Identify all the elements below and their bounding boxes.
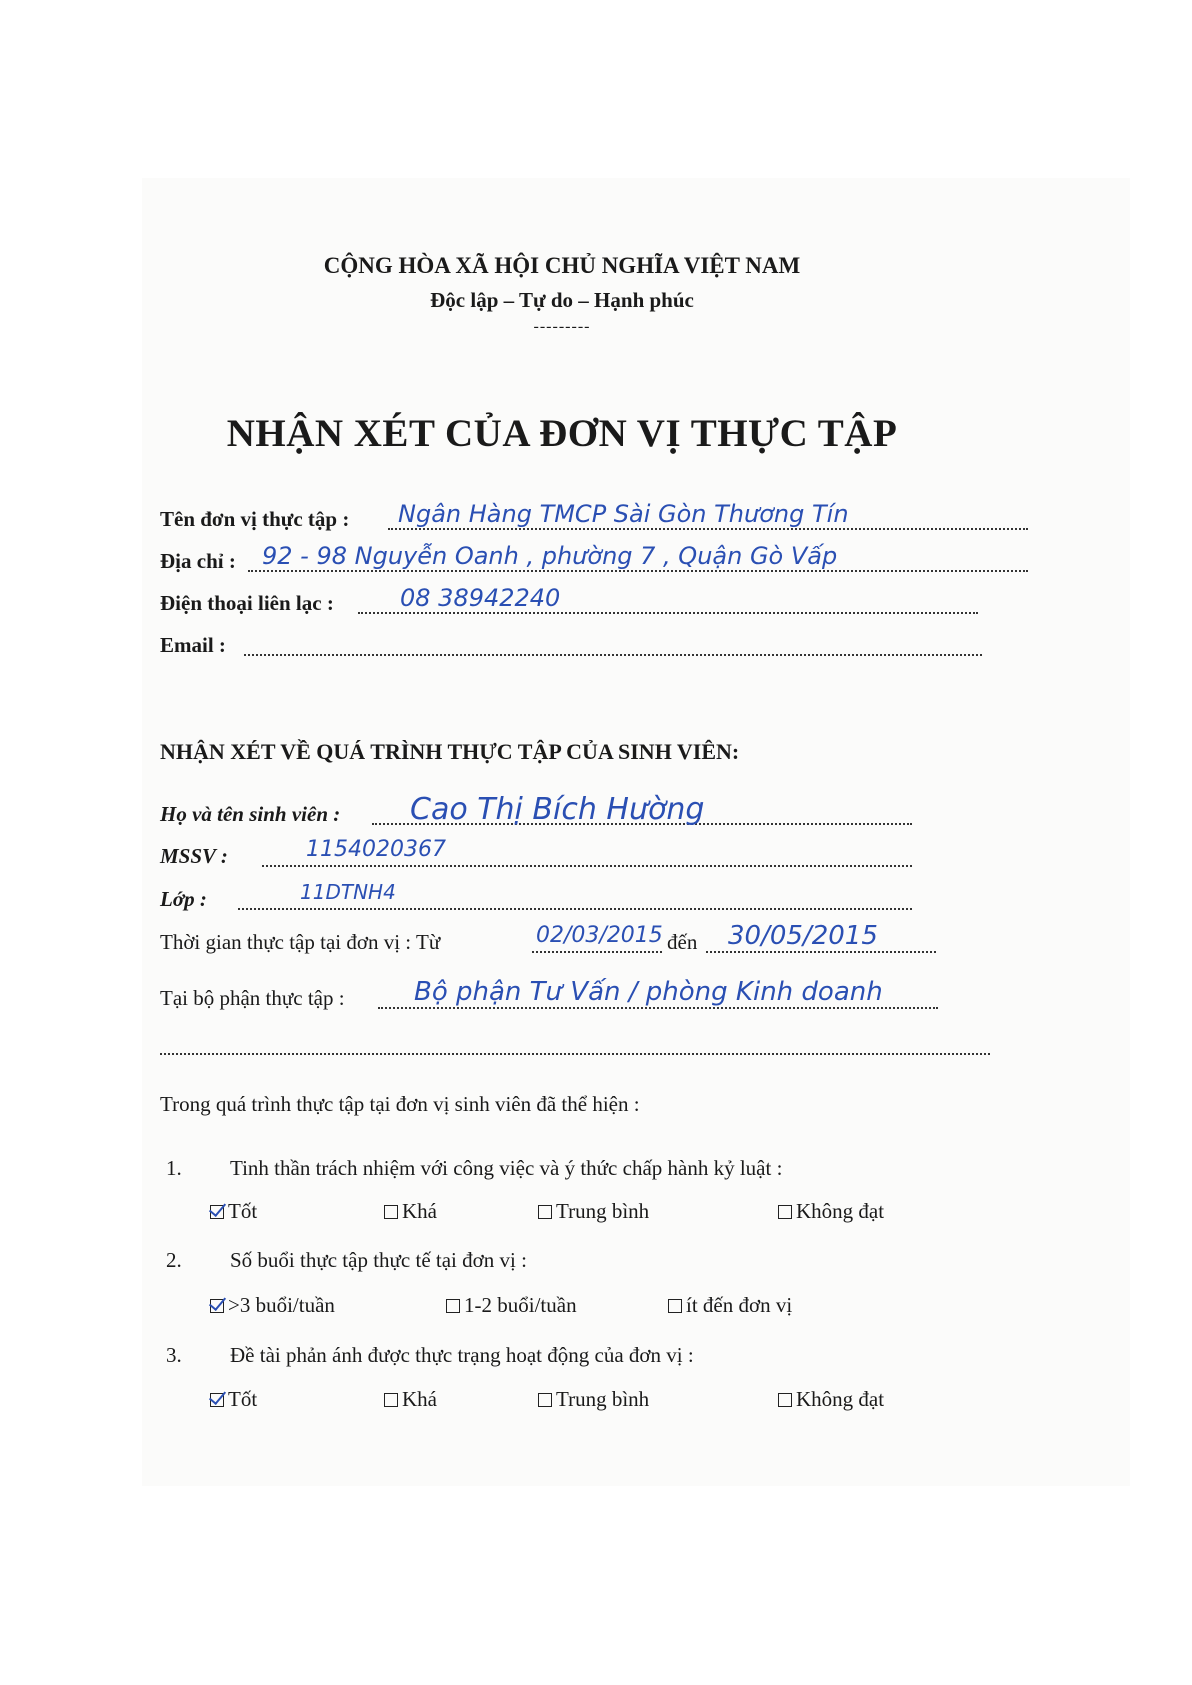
class-label: Lớp : xyxy=(160,887,207,911)
checkbox-icon[interactable] xyxy=(668,1299,682,1313)
email-line xyxy=(244,654,982,656)
student-name-label: Họ và tên sinh viên : xyxy=(160,802,341,826)
student-id-line xyxy=(262,865,912,867)
criterion-2-number: 2. xyxy=(166,1248,182,1272)
criterion-3-number: 3. xyxy=(166,1343,182,1367)
criterion-2-text: Số buổi thực tập thực tế tại đơn vị : xyxy=(230,1248,527,1272)
national-title: CỘNG HÒA XÃ HỘI CHỦ NGHĨA VIỆT NAM xyxy=(323,253,801,278)
address-label: Địa chỉ : xyxy=(160,549,236,573)
criterion-1-option-kha[interactable]: Khá xyxy=(384,1199,437,1224)
student-id-value: 1154020367 xyxy=(306,837,446,862)
address-line xyxy=(248,570,1028,572)
criterion-1-option-khong-dat[interactable]: Không đạt xyxy=(778,1199,884,1224)
student-id-label: MSSV : xyxy=(160,844,228,868)
period-from-value: 02/03/2015 xyxy=(536,923,663,948)
criterion-1-option-trung-binh[interactable]: Trung bình xyxy=(538,1199,649,1224)
blank-line xyxy=(160,1053,990,1055)
period-to-line xyxy=(706,951,936,953)
unit-name-value: Ngân Hàng TMCP Sài Gòn Thương Tín xyxy=(398,500,849,528)
checkbox-icon[interactable] xyxy=(446,1299,460,1313)
criterion-3-text: Đề tài phản ánh được thực trạng hoạt động của đơn vị : xyxy=(230,1343,694,1367)
period-from-line xyxy=(532,951,662,953)
student-name-value: Cao Thị Bích Hường xyxy=(410,792,705,827)
page-title: NHẬN XÉT CỦA ĐƠN VỊ THỰC TẬP xyxy=(226,412,898,455)
criterion-3-option-tot[interactable]: Tốt xyxy=(210,1387,257,1412)
address-value: 92 - 98 Nguyễn Oanh , phường 7 , Quận Gò Vấp xyxy=(262,542,838,570)
scanned-page xyxy=(142,178,1130,1486)
criterion-2-option-rarely[interactable]: ít đến đơn vị xyxy=(668,1293,792,1318)
intro-text: Trong quá trình thực tập tại đơn vị sinh viên đã thể hiện : xyxy=(160,1092,640,1116)
checkbox-checked-icon[interactable] xyxy=(210,1393,224,1407)
period-to-label: đến xyxy=(667,930,698,954)
department-label: Tại bộ phận thực tập : xyxy=(160,986,345,1010)
department-value: Bộ phận Tư Vấn / phòng Kinh doanh xyxy=(414,977,883,1007)
checkbox-checked-icon[interactable] xyxy=(210,1205,224,1219)
criterion-3-option-trung-binh[interactable]: Trung bình xyxy=(538,1387,649,1412)
unit-name-line xyxy=(388,528,1028,530)
checkbox-checked-icon[interactable] xyxy=(210,1299,224,1313)
class-value: 11DTNH4 xyxy=(300,880,396,904)
email-label: Email : xyxy=(160,633,226,657)
department-line xyxy=(378,1007,938,1009)
period-to-value: 30/05/2015 xyxy=(728,921,878,951)
criterion-2-option-1-2[interactable]: 1-2 buổi/tuần xyxy=(446,1293,577,1318)
phone-value: 08 38942240 xyxy=(400,584,561,612)
period-label: Thời gian thực tập tại đơn vị : Từ xyxy=(160,930,441,954)
criterion-1-text: Tinh thần trách nhiệm với công việc và ý thức chấp hành kỷ luật : xyxy=(230,1156,783,1180)
checkbox-icon[interactable] xyxy=(778,1393,792,1407)
criterion-1-option-tot[interactable]: Tốt xyxy=(210,1199,257,1224)
phone-label: Điện thoại liên lạc : xyxy=(160,591,334,615)
checkbox-icon[interactable] xyxy=(384,1393,398,1407)
motto: Độc lập – Tự do – Hạnh phúc xyxy=(430,288,694,312)
phone-line xyxy=(358,612,978,614)
criterion-1-number: 1. xyxy=(166,1156,182,1180)
checkbox-icon[interactable] xyxy=(384,1205,398,1219)
class-line xyxy=(238,908,912,910)
criterion-3-option-kha[interactable]: Khá xyxy=(384,1387,437,1412)
criterion-3-option-khong-dat[interactable]: Không đạt xyxy=(778,1387,884,1412)
section-title: NHẬN XÉT VỀ QUÁ TRÌNH THỰC TẬP CỦA SINH VIÊN: xyxy=(160,739,740,764)
checkbox-icon[interactable] xyxy=(538,1205,552,1219)
checkbox-icon[interactable] xyxy=(778,1205,792,1219)
criterion-2-option-3-plus[interactable]: >3 buổi/tuần xyxy=(210,1293,335,1318)
unit-name-label: Tên đơn vị thực tập : xyxy=(160,507,350,531)
checkbox-icon[interactable] xyxy=(538,1393,552,1407)
header-divider: --------- xyxy=(533,318,591,335)
